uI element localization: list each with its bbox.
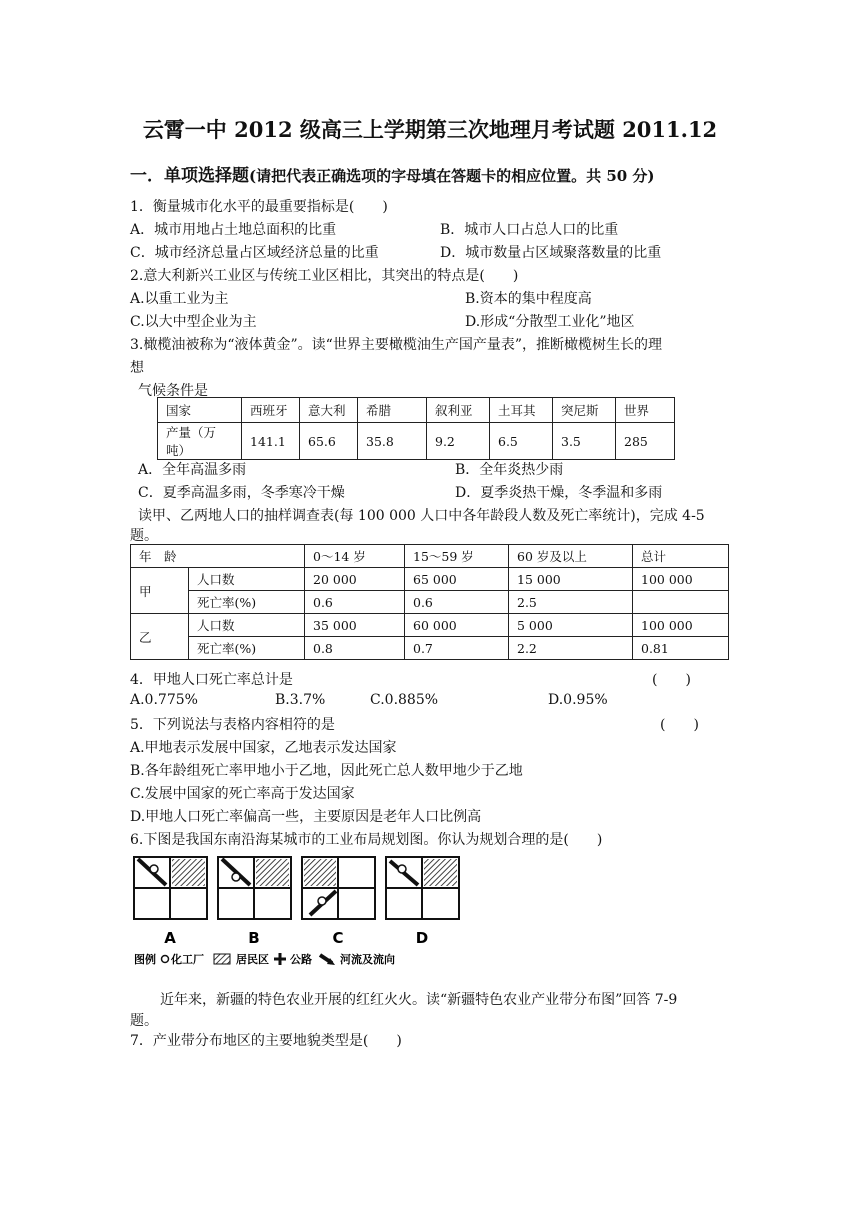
population-table [130, 544, 729, 660]
q5-option-c: C.发展中国家的死亡率高于发达国家 [130, 786, 355, 802]
q3-option-c: C．夏季高温多雨，冬季寒冷干燥 [138, 485, 345, 501]
q3-option-d: D．夏季炎热干燥，冬季温和多雨 [455, 485, 663, 501]
table-cell: 0.6 [305, 591, 405, 614]
table-cell: 60 岁及以上 [509, 545, 633, 568]
legend-river: 河流及流向 [340, 953, 395, 966]
section-number: 一． [130, 166, 164, 186]
q1-option-a: A．城市用地占土地总面积的比重 [130, 222, 337, 238]
intro-7-9-line1: 近年来，新疆的特色农业开展的红红火火。读“新疆特色农业产业带分布图”回答 7-9 [160, 992, 678, 1008]
intro-4-5-line1: 读甲、乙两地人口的抽样调查表(每 100 000 人口中各年龄段人数及死亡率统计)，完成 4-5 [138, 508, 705, 524]
industry-layout-figure [132, 855, 477, 970]
table-cell: 甲 [131, 568, 189, 614]
table-row [131, 614, 729, 637]
table-cell: 3.5 [553, 423, 616, 460]
table-cell: 国家 [158, 398, 242, 423]
table-cell: 西班牙 [242, 398, 300, 423]
figure-label-c: C [332, 929, 344, 947]
q1-option-d: D．城市数量占区域聚落数量的比重 [440, 245, 662, 261]
q2-option-a: A.以重工业为主 [130, 291, 229, 307]
q3-option-b: B．全年炎热少雨 [455, 462, 564, 478]
table-cell: 100 000 [633, 568, 729, 591]
q4-answer-bracket: ( ) [652, 672, 691, 688]
legend-road: 公路 [290, 953, 312, 966]
table-cell: 9.2 [427, 423, 490, 460]
q2-option-b: B.资本的集中程度高 [465, 291, 592, 307]
q4-option-b: B.3.7% [275, 692, 326, 708]
q2-option-c: C.以大中型企业为主 [130, 314, 257, 330]
table-row [158, 423, 675, 460]
legend-chem-plant: 化工厂 [171, 953, 204, 966]
table-cell: 0.6 [405, 591, 509, 614]
table-cell: 0～14 岁 [305, 545, 405, 568]
table-cell: 2.5 [509, 591, 633, 614]
table-cell: 141.1 [242, 423, 300, 460]
figure-label-b: B [248, 929, 260, 947]
table-cell: 15～59 岁 [405, 545, 509, 568]
q5-option-b: B.各年龄组死亡率甲地小于乙地，因此死亡总人数甲地少于乙地 [130, 763, 523, 779]
table-cell: 产量（万吨） [158, 423, 242, 460]
intro-7-9-line2: 题。 [130, 1013, 158, 1029]
table-cell: 0.7 [405, 637, 509, 660]
legend-residential-icon [214, 954, 230, 964]
table-cell: 0.8 [305, 637, 405, 660]
table-cell: 希腊 [358, 398, 427, 423]
table-cell: 20 000 [305, 568, 405, 591]
table-cell: 60 000 [405, 614, 509, 637]
table-cell: 叙利亚 [427, 398, 490, 423]
layout-option-b [218, 857, 291, 919]
table-cell: 人口数 [189, 568, 305, 591]
table-row [131, 591, 729, 614]
table-cell: 100 000 [633, 614, 729, 637]
q5-stem: 5．下列说法与表格内容相符的是 [130, 717, 335, 733]
section-heading [130, 161, 655, 186]
q2-stem: 2.意大利新兴工业区与传统工业区相比，其突出的特点是( ) [130, 268, 519, 284]
table-cell: 65 000 [405, 568, 509, 591]
table-cell: 35.8 [358, 423, 427, 460]
table-cell: 5 000 [509, 614, 633, 637]
layout-option-a [134, 857, 207, 919]
table-cell: 人口数 [189, 614, 305, 637]
page-title: 云霄一中 2012 级高三上学期第三次地理月考试题 2011.12 [142, 117, 718, 142]
legend-road-icon [274, 953, 286, 965]
table-cell: 2.2 [509, 637, 633, 660]
table-cell: 35 000 [305, 614, 405, 637]
q1-stem: 1．衡量城市化水平的最重要指标是( ) [130, 199, 388, 215]
figure-legend [134, 952, 395, 966]
q2-option-d: D.形成“分散型工业化”地区 [465, 314, 635, 330]
table-row [131, 637, 729, 660]
q4-stem: 4．甲地人口死亡率总计是 [130, 672, 293, 688]
table-cell [633, 591, 729, 614]
q3-option-a: A．全年高温多雨 [138, 462, 247, 478]
table-cell: 15 000 [509, 568, 633, 591]
table-cell: 世界 [616, 398, 675, 423]
table-row [131, 568, 729, 591]
table-cell: 死亡率(%) [189, 591, 305, 614]
q1-option-c: C．城市经济总量占区域经济总量的比重 [130, 245, 379, 261]
q3-stem-line1: 3.橄榄油被称为“液体黄金”。读“世界主要橄榄油生产国产量表”，推断橄榄树生长的理 [130, 337, 662, 353]
table-cell: 死亡率(%) [189, 637, 305, 660]
intro-4-5-line2: 题。 [130, 528, 158, 544]
q4-option-d: D.0.95% [548, 692, 608, 708]
table-row [131, 545, 729, 568]
q3-stem-line3: 气候条件是 [138, 383, 208, 399]
legend-title: 图例 [134, 953, 156, 966]
q4-option-c: C.0.885% [370, 692, 439, 708]
table-cell: 6.5 [490, 423, 553, 460]
section-label: 单项选择题 [164, 166, 249, 186]
table-cell: 乙 [131, 614, 189, 660]
q5-option-a: A.甲地表示发展中国家，乙地表示发达国家 [130, 740, 397, 756]
q1-option-b: B．城市人口占总人口的比重 [440, 222, 619, 238]
table-cell: 意大利 [300, 398, 358, 423]
table-cell: 总计 [633, 545, 729, 568]
q5-answer-bracket: ( ) [660, 717, 699, 733]
q4-option-a: A.0.775% [130, 692, 198, 708]
layout-option-d [386, 857, 459, 919]
table-cell: 0.81 [633, 637, 729, 660]
section-note: (请把代表正确选项的字母填在答题卡的相应位置。共 50 分) [249, 167, 655, 185]
legend-chem-plant-icon [162, 956, 169, 963]
table-cell: 285 [616, 423, 675, 460]
q6-stem: 6.下图是我国东南沿海某城市的工业布局规划图。你认为规划合理的是( ) [130, 832, 603, 848]
q5-option-d: D.甲地人口死亡率偏高一些，主要原因是老年人口比例高 [130, 809, 482, 825]
table-cell: 年 龄 [131, 545, 305, 568]
table-cell: 突尼斯 [553, 398, 616, 423]
legend-residential: 居民区 [236, 953, 269, 966]
q7-stem: 7．产业带分布地区的主要地貌类型是( ) [130, 1033, 402, 1049]
table-cell: 土耳其 [490, 398, 553, 423]
olive-oil-table [157, 397, 675, 460]
layout-option-c [302, 857, 375, 919]
table-row [158, 398, 675, 423]
figure-label-d: D [415, 929, 429, 947]
table-cell: 65.6 [300, 423, 358, 460]
figure-label-a: A [164, 929, 176, 947]
q3-stem-line2: 想 [130, 360, 144, 376]
